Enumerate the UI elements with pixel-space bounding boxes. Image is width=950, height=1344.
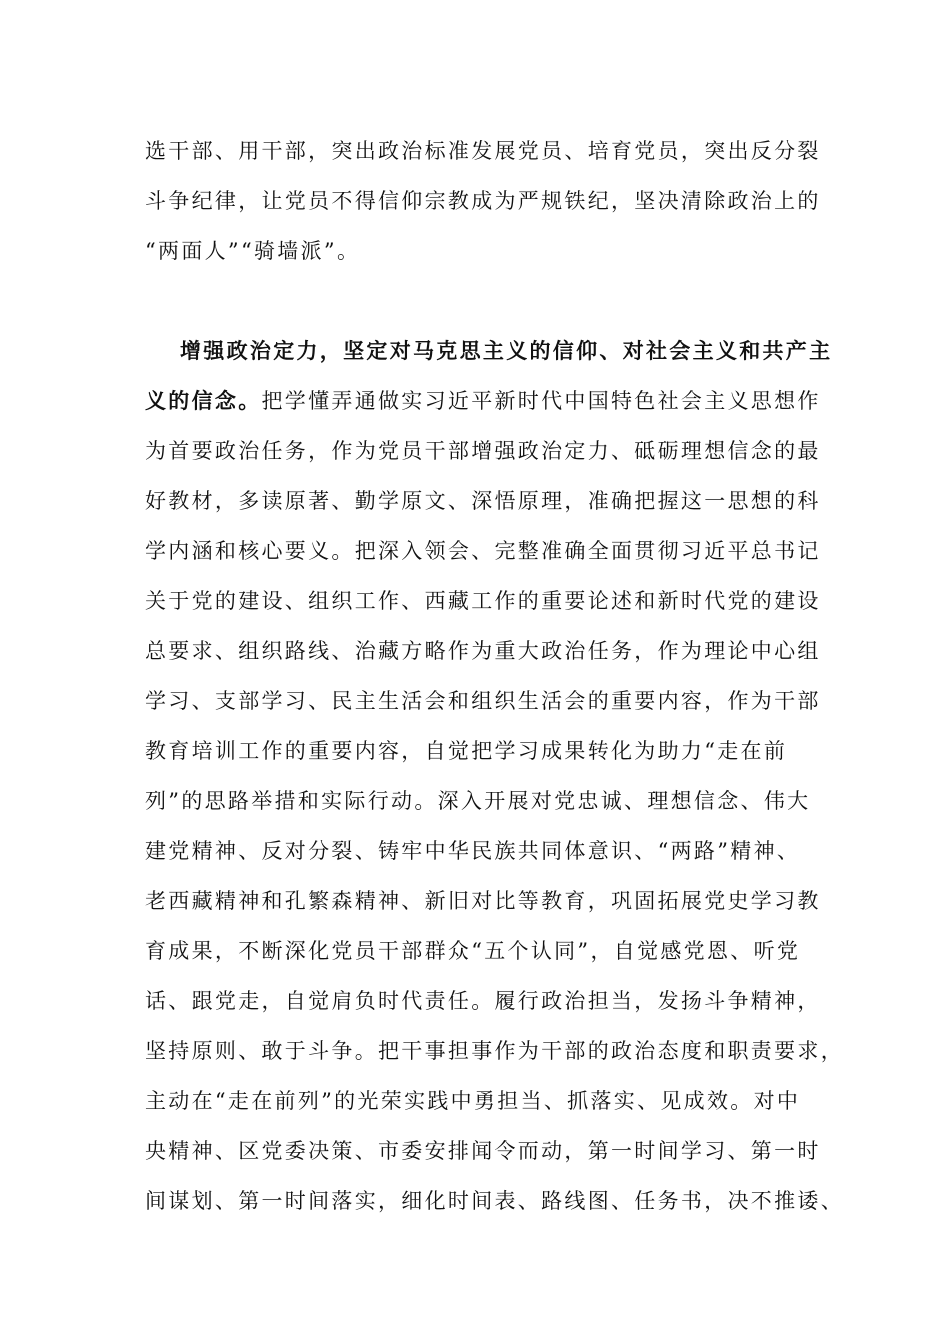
paragraph-continuation bbox=[145, 126, 825, 276]
paragraph-political-resolve bbox=[145, 326, 844, 1226]
text-line: 斗争纪律，让党员不得信仰宗教成为严规铁纪，坚决清除政治上的 bbox=[145, 189, 821, 213]
text-line: 列”的思路举措和实际行动。深入开展对党忠诚、理想信念、伟大 bbox=[145, 789, 811, 813]
text-line: 央精神、区党委决策、市委安排闻令而动，第一时间学习、第一时 bbox=[145, 1139, 821, 1163]
text-line: 为首要政治任务，作为党员干部增强政治定力、砥砺理想信念的最 bbox=[145, 439, 821, 463]
text-line: “两面人”“骑墙派”。 bbox=[145, 239, 361, 263]
text-line: 间谋划、第一时间落实，细化时间表、路线图、任务书，决不推诿、 bbox=[145, 1189, 844, 1213]
text-line: 选干部、用干部，突出政治标准发展党员、培育党员，突出反分裂 bbox=[145, 139, 821, 163]
text-line: 学习、支部学习、民主生活会和组织生活会的重要内容，作为干部 bbox=[145, 689, 821, 713]
paragraph-heading-end: 义的信念。 bbox=[145, 388, 262, 413]
text-line: 总要求、组织路线、治藏方略作为重大政治任务，作为理论中心组 bbox=[145, 639, 821, 663]
text-line: 话、跟党走，自觉肩负时代责任。履行政治担当，发扬斗争精神， bbox=[145, 989, 821, 1013]
text-line: 关于党的建设、组织工作、西藏工作的重要论述和新时代党的建设 bbox=[145, 589, 821, 613]
text-line: 坚持原则、敢于斗争。把干事担事作为干部的政治态度和职责要求， bbox=[145, 1039, 844, 1063]
text-line: 建党精神、反对分裂、铸牢中华民族共同体意识、“两路”精神、 bbox=[145, 839, 801, 863]
text-line: 好教材，多读原著、勤学原文、深悟原理，准确把握这一思想的科 bbox=[145, 489, 821, 513]
text-line-rest: 把学懂弄通做实习近平新时代中国特色社会主义思想作 bbox=[261, 389, 821, 413]
text-line: 育成果，不断深化党员干部群众“五个认同”，自觉感党恩、听党 bbox=[145, 939, 801, 963]
paragraph-heading-line: 增强政治定力，坚定对马克思主义的信仰、对社会主义和共产主 bbox=[180, 338, 833, 363]
text-line: 教育培训工作的重要内容，自觉把学习成果转化为助力“走在前 bbox=[145, 739, 788, 763]
text-line: 主动在“走在前列”的光荣实践中勇担当、抓落实、见成效。对中 bbox=[145, 1089, 801, 1113]
text-line: 学内涵和核心要义。把深入领会、完整准确全面贯彻习近平总书记 bbox=[145, 539, 821, 563]
text-line bbox=[145, 376, 825, 426]
text-line: 老西藏精神和孔繁森精神、新旧对比等教育，巩固拓展党史学习教 bbox=[145, 889, 821, 913]
